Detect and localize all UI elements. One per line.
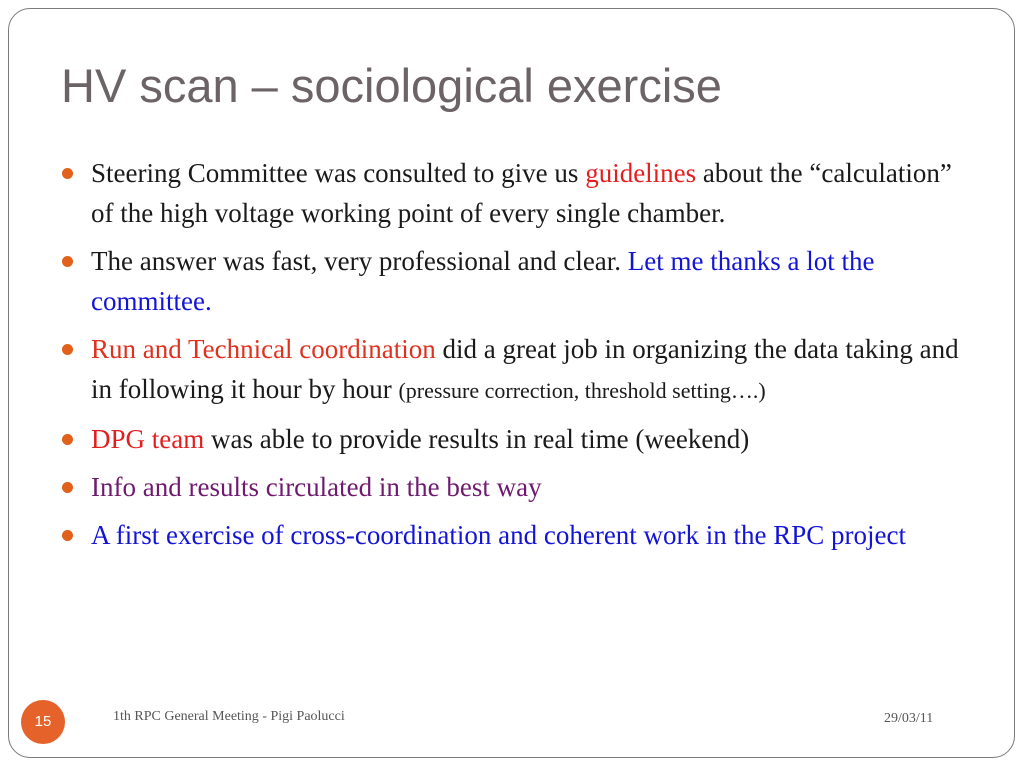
- slide-number-badge: 15: [21, 700, 65, 744]
- footer-date: 29/03/11: [884, 711, 934, 726]
- bullet-highlight: guidelines: [585, 158, 697, 188]
- bullet-text: The answer was fast, very professional and clear.: [91, 246, 628, 276]
- bullet-dot-icon: [62, 482, 73, 493]
- bullet-highlight: Run and Technical coordination: [91, 334, 436, 364]
- bullet-dot-icon: [62, 344, 73, 355]
- bullet-text: did a great job in organizing the data taking and in following it hour by hour: [91, 334, 959, 404]
- slide-title: HV scan – sociological exercise: [61, 59, 722, 112]
- bullet-text: Steering Committee was consulted to give us: [91, 158, 586, 188]
- bullet-highlight: Info and results circulated in the best way: [91, 472, 542, 502]
- bullet-dot-icon: [62, 530, 73, 541]
- bullet-item: [62, 329, 962, 411]
- bullet-dot-icon: [62, 168, 73, 179]
- bullet-item: [62, 467, 962, 507]
- footer-presentation: 1th RPC General Meeting - Pigi Paolucci: [113, 709, 345, 724]
- bullet-note: (pressure correction, threshold setting….): [398, 378, 766, 403]
- bullet-list: [62, 153, 962, 563]
- bullet-item: [62, 419, 962, 459]
- bullet-text: was able to provide results in real time (weekend): [204, 424, 750, 454]
- bullet-item: [62, 241, 962, 321]
- bullet-text: about the “calculation” of the high voltage working point of every single chamber.: [91, 158, 952, 228]
- bullet-highlight: DPG team: [91, 424, 205, 454]
- bullet-highlight: Let me thanks a lot the committee.: [91, 246, 875, 316]
- bullet-highlight: A first exercise of cross-coordination and coherent work in the RPC project: [91, 520, 907, 550]
- bullet-dot-icon: [62, 256, 73, 267]
- bullet-dot-icon: [62, 434, 73, 445]
- bullet-item: [62, 153, 962, 233]
- bullet-item: [62, 515, 962, 555]
